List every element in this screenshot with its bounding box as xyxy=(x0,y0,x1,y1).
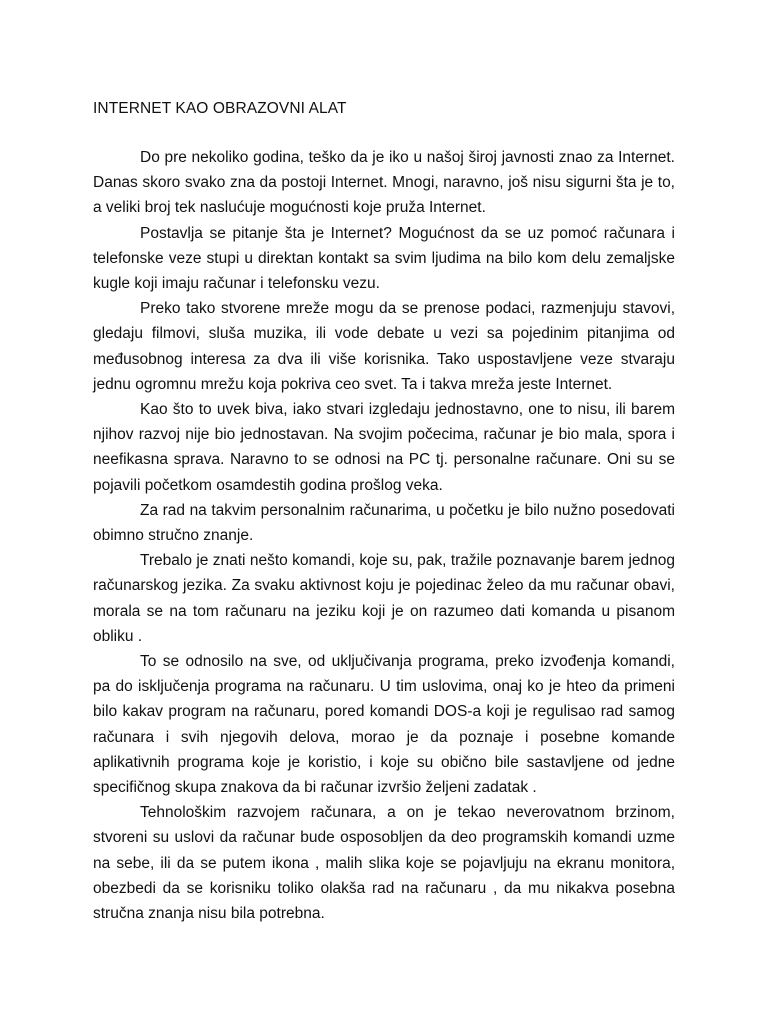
paragraph-2: Postavlja se pitanje šta je Internet? Mogućnost da se uz pomoć računara i telefonske veze stupi u direktan kontakt sa svim ljudima na bilo kom delu zemaljske kugle koji imaju računar i telefonsku vezu. xyxy=(93,224,675,293)
document-body xyxy=(93,145,675,926)
paragraph-1: Do pre nekoliko godina, teško da je iko u našoj široj javnosti znao za Internet. Danas skoro svako zna da postoji Internet. Mnogi, naravno, još nisu sigurni šta je to, a veliki broj tek naslućuje mogućnosti koje pruža Internet. xyxy=(93,149,675,217)
paragraph-5: Za rad na takvim personalnim računarima, u početku je bilo nužno posedovati obimno stručno znanje. xyxy=(93,501,675,545)
paragraph-4: Kao što to uvek biva, iako stvari izgledaju jednostavno, one to nisu, ili barem njihov razvoj nije bio jednostavan. Na svojim počecima, računar je bio mala, spora i neefikasna sprava. Naravno to se odnosi na PC tj. personalne računare. Oni su se pojavili početkom osamdestih godina prošlog veka. xyxy=(93,401,675,494)
paragraph-6: Trebalo je znati nešto komandi, koje su, pak, tražile poznavanje barem jednog računarskog jezika. Za svaku aktivnost koju je pojedinac želeo da mu računar obavi, morala se na tom računaru na jeziku koji je on razumeo dati komanda u pisanom obliku . xyxy=(93,552,675,645)
document-title: INTERNET KAO OBRAZOVNI ALAT xyxy=(93,100,347,117)
paragraph-8: Tehnološkim razvojem računara, a on je tekao neverovatnom brzinom, stvoreni su uslovi da računar bude osposobljen da deo programskih komandi uzme na sebe, ili da se putem ikona , malih slika koje se pojavljuju na ekranu monitora, obezbedi da se korisniku toliko olakša rad na računaru , da mu nikakva posebna stručna znanja nisu bila potrebna. xyxy=(93,804,675,923)
paragraph-3: Preko tako stvorene mreže mogu da se prenose podaci, razmenjuju stavovi, gledaju filmovi, sluša muzika, ili vode debate u vezi sa pojedinim pitanjima od međusobnog interesa za dva ili više korisnika. Tako uspostavljene veze stvaraju jednu ogromnu mrežu koja pokriva ceo svet. Ta i takva mreža jeste Internet. xyxy=(93,300,675,393)
paragraph-7: To se odnosilo na sve, od uključivanja programa, preko izvođenja komandi, pa do isključenja programa na računaru. U tim uslovima, onaj ko je hteo da primeni bilo kakav program na računaru, pored komandi DOS-a koji je regulisao rad samog računara i svih njegovih delova, morao je da poznaje i posebne komande aplikativnih programa koje je koristio, i koje su obično bile sastavljene od jedne specifičnog skupa znakova da bi računar izvršio željeni zadatak . xyxy=(93,653,675,797)
